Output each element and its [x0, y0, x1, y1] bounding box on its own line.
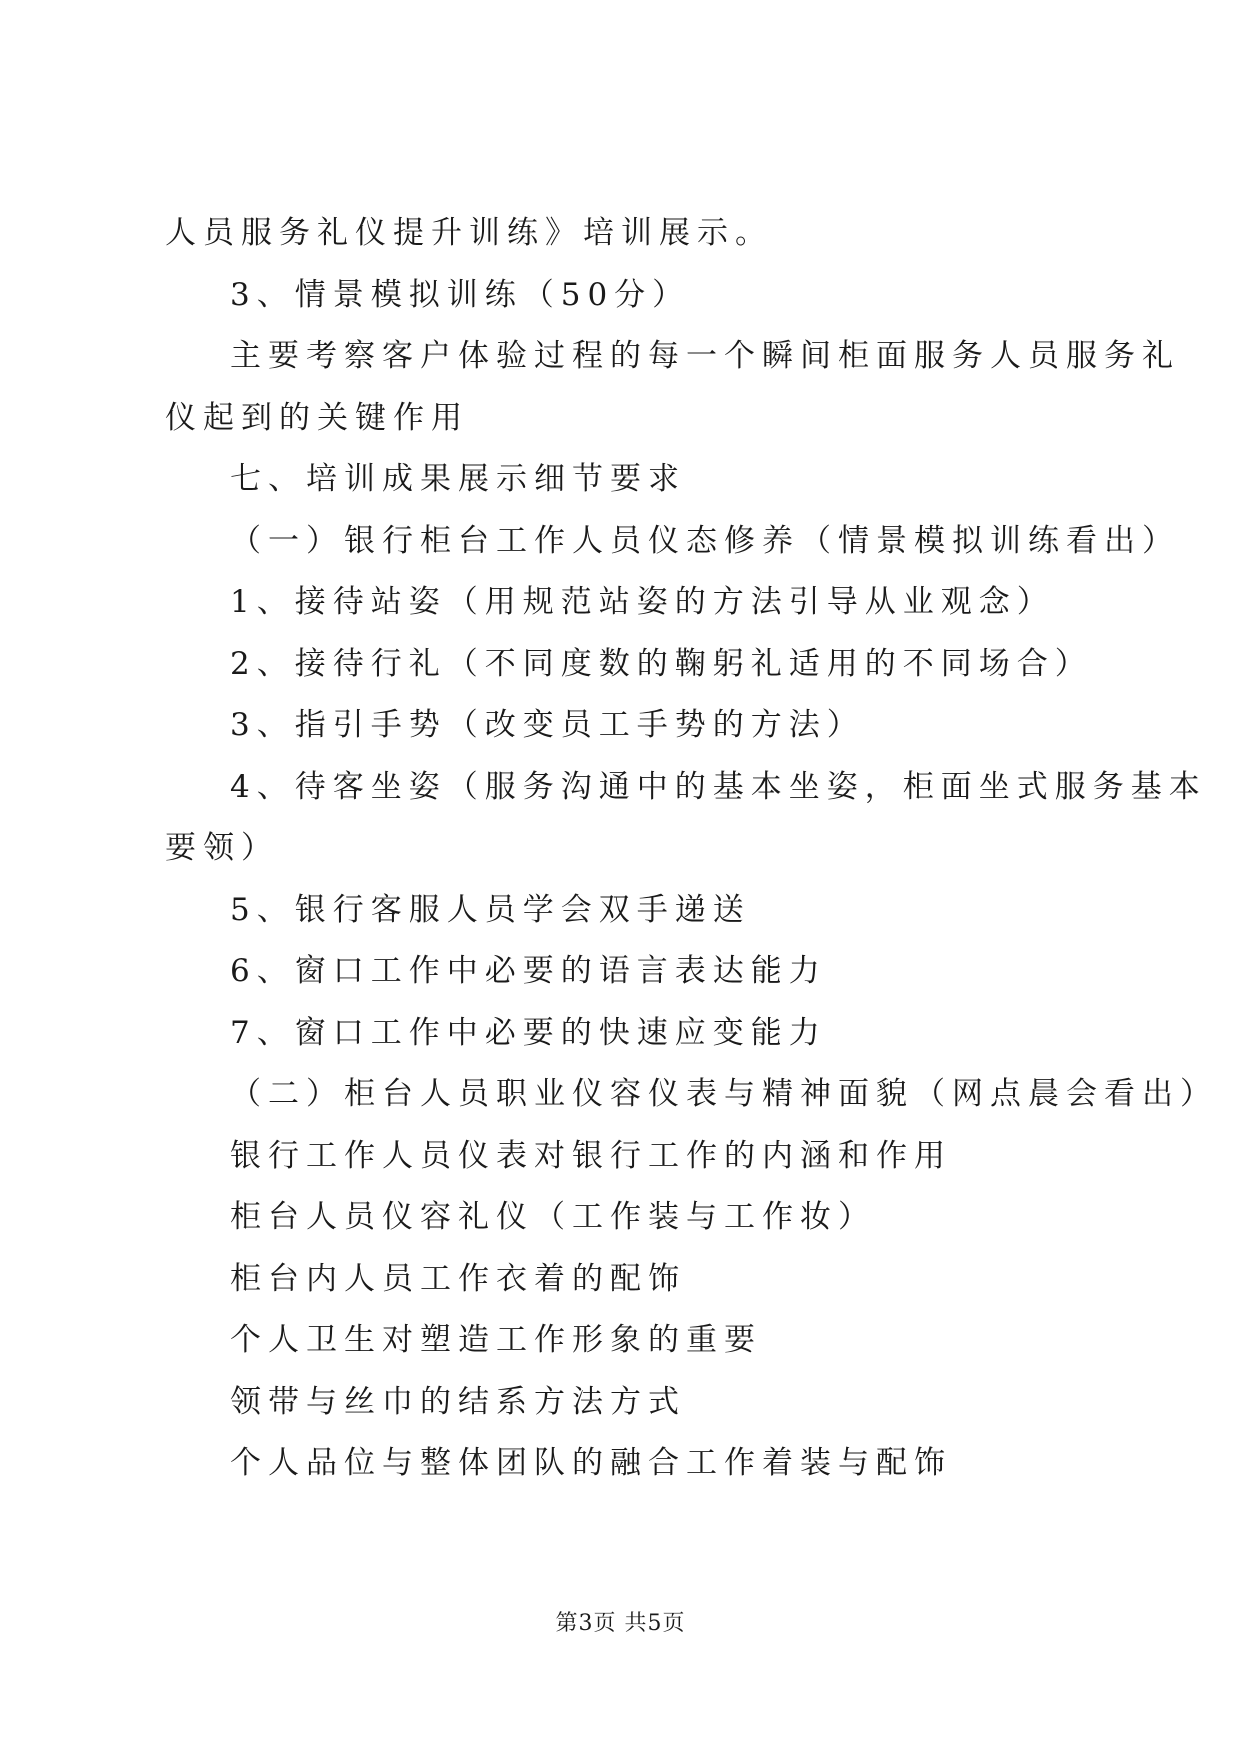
text-line-21: 个人品位与整体团队的融合工作着装与配饰 [230, 1445, 952, 1481]
text-line-17: 柜台人员仪容礼仪（工作装与工作妆） [230, 1199, 876, 1235]
list-item-7: 7、窗口工作中必要的快速应变能力 [230, 1015, 827, 1051]
text-line-18: 柜台内人员工作衣着的配饰 [230, 1261, 686, 1297]
subsection-heading-2: （二）柜台人员职业仪容仪表与精神面貌（网点晨会看出） [230, 1076, 1218, 1112]
list-item-2: 2、接待行礼（不同度数的鞠躬礼适用的不同场合） [230, 646, 1093, 682]
text-line-19: 个人卫生对塑造工作形象的重要 [230, 1322, 762, 1358]
list-item-3: 3、指引手势（改变员工手势的方法） [230, 707, 865, 743]
text-line-4: 仪起到的关键作用 [165, 400, 469, 436]
text-line-1: 人员服务礼仪提升训练》培训展示。 [165, 215, 773, 251]
section-heading-7: 七、培训成果展示细节要求 [230, 461, 686, 497]
text-line-2: 3、情景模拟训练（50分） [230, 277, 691, 313]
subsection-heading-1: （一）银行柜台工作人员仪态修养（情景模拟训练看出） [230, 523, 1180, 559]
page-number-footer: 第3页 共5页 [555, 1611, 686, 1636]
list-item-4: 4、待客坐姿（服务沟通中的基本坐姿，柜面坐式服务基本 [230, 769, 1207, 805]
list-item-5: 5、银行客服人员学会双手递送 [230, 892, 751, 928]
list-item-1: 1、接待站姿（用规范站姿的方法引导从业观念） [230, 584, 1055, 620]
text-line-3: 主要考察客户体验过程的每一个瞬间柜面服务人员服务礼 [230, 338, 1180, 374]
list-item-6: 6、窗口工作中必要的语言表达能力 [230, 953, 827, 989]
text-line-16: 银行工作人员仪表对银行工作的内涵和作用 [230, 1138, 952, 1174]
text-line-20: 领带与丝巾的结系方法方式 [230, 1384, 686, 1420]
list-item-4-continued: 要领） [165, 830, 279, 866]
